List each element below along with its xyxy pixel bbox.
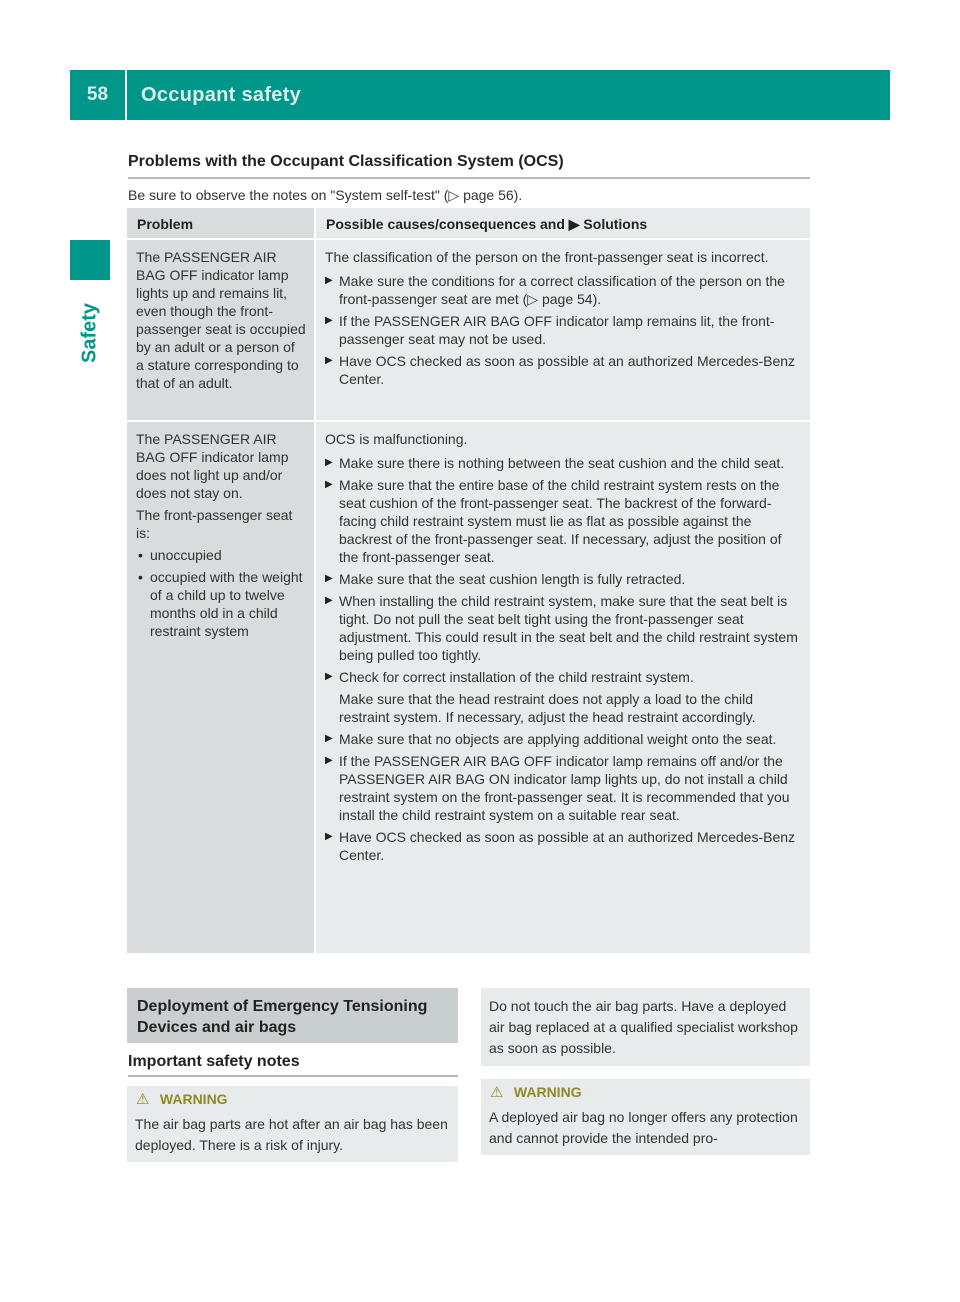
page-number: 58 xyxy=(86,84,109,105)
solution-item: ▶ When installing the child restraint system, make sure that the seat belt is tight. Do not pull the seat belt tight using the front-passenger seat adjustment. This could result in the seat belt and the child restraint system being pulled too tightly. xyxy=(325,592,802,664)
column-header-problem: Problem xyxy=(137,216,194,232)
section-title: Problems with the Occupant Classification System (OCS) xyxy=(128,153,564,170)
solution-item: ▶ Have OCS checked as soon as possible at an authorized Mercedes-Benz Center. xyxy=(325,828,802,864)
solution-item: ▶ Make sure that no objects are applying additional weight onto the seat. xyxy=(325,730,802,748)
side-tab xyxy=(70,290,110,375)
column-header-solutions: Possible causes/consequences and ▶ Solutions xyxy=(326,216,648,232)
warning-label: WARNING xyxy=(513,1084,582,1100)
warning-label: WARNING xyxy=(159,1091,228,1107)
section-divider xyxy=(128,177,810,179)
warning-header xyxy=(136,1090,228,1109)
solution-item: ▶ Make sure that the entire base of the child restraint system rests on the seat cushion of the front-passenger seat. The backrest of the forward-facing child restraint system must lie as flat as possible against the backrest of the front-passenger seat. If necessary, adjust the position of the front-passenger seat. xyxy=(325,476,802,566)
note-text: Do not touch the air bag parts. Have a deployed air bag replaced at a qualified specialist workshop as soon as possible. xyxy=(489,998,798,1056)
problem-text: The PASSENGER AIR BAG OFF indicator lamp lights up and remains lit, even though the front-passenger seat is occupied by an adult or a person of a stature corresponding to that of an adult. xyxy=(136,249,306,391)
cause-text: OCS is malfunctioning. xyxy=(325,431,468,447)
note-box xyxy=(481,988,810,1066)
warning-box xyxy=(127,1086,458,1162)
solution-item: ▶ If the PASSENGER AIR BAG OFF indicator lamp remains lit, the front-passenger seat may not be used. xyxy=(325,312,802,348)
table-row-2-problem xyxy=(127,422,314,953)
cause-text: The classification of the person on the front-passenger seat is incorrect. xyxy=(325,249,769,265)
problem-extra-text: The front-passenger seat is: xyxy=(136,507,293,541)
solution-item: ▶ Check for correct installation of the child restraint system. xyxy=(325,668,802,686)
warning-header xyxy=(490,1083,582,1102)
section-intro: Be sure to observe the notes on "System self-test" (▷ page 56). xyxy=(128,187,523,203)
solution-item: ▶ Make sure that the seat cushion length is fully retracted. xyxy=(325,570,802,588)
solution-item: ▶ Make sure there is nothing between the seat cushion and the child seat. xyxy=(325,454,802,472)
warning-text: A deployed air bag no longer offers any protection and cannot provide the intended pro- xyxy=(489,1109,798,1146)
chapter-title: Occupant safety xyxy=(141,84,302,106)
warning-box xyxy=(481,1079,810,1155)
table-header-problem xyxy=(127,208,314,238)
table-header-solutions xyxy=(316,208,810,238)
safety-notes-divider xyxy=(128,1075,458,1077)
warning-triangle-icon: ⚠ xyxy=(136,1091,150,1108)
warning-triangle-icon: ⚠ xyxy=(490,1084,504,1101)
solution-item: ▶ Make sure the conditions for a correct classification of the person on the front-passenger seat are met (▷ page 54). xyxy=(325,272,802,308)
solution-note: Make sure that the head restraint does not apply a load to the child restraint system. If necessary, adjust the head restraint accordingly. xyxy=(339,691,756,725)
side-tab-marker xyxy=(70,240,110,280)
problem-bullet: • unoccupied xyxy=(136,546,306,564)
problem-bullet: • occupied with the weight of a child up to twelve months old in a child restraint system xyxy=(136,568,306,640)
safety-notes-title: Important safety notes xyxy=(128,1053,300,1070)
table-row-2-solutions xyxy=(316,422,810,953)
table-row-1-solutions xyxy=(316,240,810,420)
subsection-title: Deployment of Emergency Tensioning Devices and air bags xyxy=(137,998,428,1036)
warning-text: The air bag parts are hot after an air bag has been deployed. There is a risk of injury. xyxy=(135,1116,448,1153)
table-row-1-problem xyxy=(127,240,314,420)
solution-item: ▶ If the PASSENGER AIR BAG OFF indicator lamp remains off and/or the PASSENGER AIR BAG ON indicator lamp lights up, do not install a child restraint system on the front-passenger seat. It is recommended that you install the child restraint system on a suitable rear seat. xyxy=(325,752,802,824)
side-tab-label: Safety xyxy=(78,302,101,363)
problem-text: The PASSENGER AIR BAG OFF indicator lamp does not light up and/or does not stay on. xyxy=(136,431,289,501)
solution-item: ▶ Have OCS checked as soon as possible at an authorized Mercedes-Benz Center. xyxy=(325,352,802,388)
